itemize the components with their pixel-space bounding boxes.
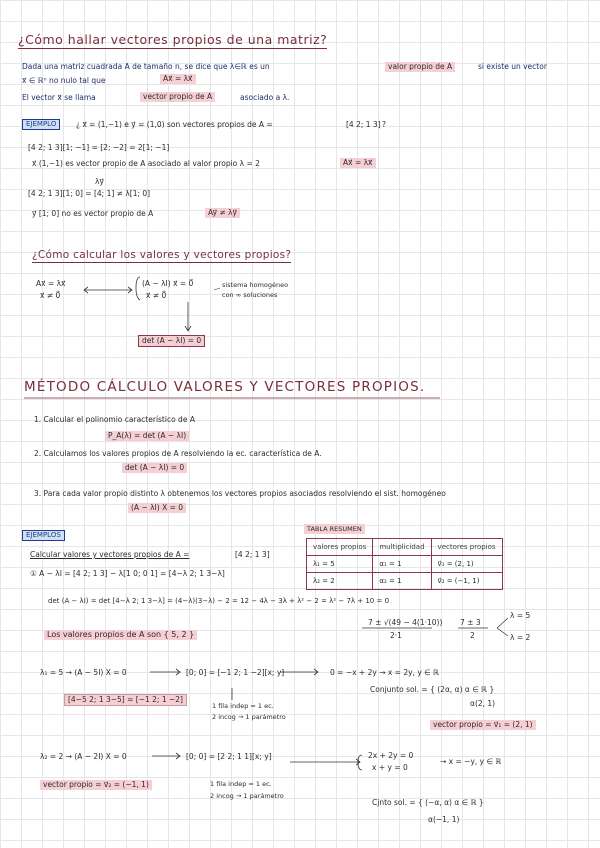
quad-branch-down <box>497 628 508 636</box>
eigenvalues-result: Los valores propios de A son { 5, 2 } <box>44 630 197 640</box>
lambda5-substitution: [4−5 2; 1 3−5] = [−1 2; 1 −2] <box>64 694 187 706</box>
table-header-row <box>307 539 503 556</box>
example-calc-2: [4 2; 1 3][1; 0] = [4; 1] ≠ λ[1; 0] <box>28 189 151 198</box>
example-question-mark: ? <box>382 120 386 129</box>
step-3-equation: (A − λI) X = 0 <box>128 503 186 513</box>
lambda5-note-1: 1 fila indep = 1 ec. <box>212 702 274 710</box>
example-question: ¿ x⃗ = (1,−1) e y⃗ = (1,0) son vectores propios de A = <box>76 120 273 129</box>
table-cell: α₁ = 1 <box>373 556 431 573</box>
summary-table <box>306 538 503 590</box>
table-cell: λ₁ = 5 <box>307 556 373 573</box>
condition-left-1: Ax⃗ = λx⃗ <box>36 279 66 288</box>
table-cell: λ₂ = 2 <box>307 573 373 590</box>
condition-left-2: x⃗ ≠ 0⃗ <box>40 291 61 300</box>
step-1-equation: P_A(λ) = det (A − λI) <box>105 431 189 441</box>
table-header-cell: vectores propios <box>431 539 502 556</box>
table-header-cell: multiplicidad <box>373 539 431 556</box>
definition-equation: Ax⃗ = λx⃗ <box>160 74 196 84</box>
quadratic-denominator-2: 2 <box>470 631 475 640</box>
step-3-text: 3. Para cada valor propio distinto λ obtenemos los vectores propios asociados resolviendo el sist. homogéneo <box>34 489 446 498</box>
definition-text-1: Dada una matriz cuadrada A de tamaño n, se dice que λ∈ℝ es un <box>22 62 270 71</box>
summary-table-caption: TABLA RESUMEN <box>304 524 365 534</box>
examples-step-1: ① A − λI = [4 2; 1 3] − λ[1 0; 0 1] = [4−λ 2; 1 3−λ] <box>30 569 225 578</box>
lambda2-solution: → x = −y, y ∈ ℝ <box>440 757 502 766</box>
lambda2-eigenvector: vector propio = v⃗₂ = (−1, 1) <box>40 780 152 790</box>
definition-text-3: El vector x⃗ se llama <box>22 93 96 102</box>
examples-label: EJEMPLOS <box>22 530 65 541</box>
lambda5-note-2: 2 incog → 1 parámetro <box>212 713 286 721</box>
definition-text-3b: asociado a λ. <box>240 93 290 102</box>
example-matrix: [4 2; 1 3] <box>346 120 381 129</box>
example-calc-2-label: λy⃗ <box>95 177 104 186</box>
lambda2-note-2: 2 incog → 1 parámetro <box>210 792 284 800</box>
step-1-text: 1. Calcular el polinomio característico de A <box>34 415 195 424</box>
quad-branch-up <box>497 618 508 628</box>
step-2-text: 2. Calculamos los valores propios de A resolviendo la ec. característica de A. <box>34 449 322 458</box>
example-conclusion-2: y⃗ [1; 0] no es vector propio de A <box>32 209 154 218</box>
definition-text-2: x⃗ ∈ ℝⁿ no nulo tal que <box>22 76 106 85</box>
lambda5-solution-set: Conjunto sol. = { (2α, α) α ∈ ℝ } <box>370 685 495 694</box>
section-title-eigenvectors: ¿Cómo hallar vectores propios de una matriz? <box>18 32 328 47</box>
lambda2-note-1: 1 fila indep = 1 ec. <box>210 780 272 788</box>
condition-note-2: con ∞ soluciones <box>222 291 278 299</box>
lambda2-solution-set-2: α(−1, 1) <box>428 815 460 824</box>
lambda2-system: λ₂ = 2 → (A − 2I) X = 0 <box>40 752 127 761</box>
example-conclusion-1-eq: Ax⃗ = λx⃗ <box>340 158 376 168</box>
root-lambda-2: λ = 2 <box>510 633 531 642</box>
step-2-equation: det (A − λI) = 0 <box>122 463 187 473</box>
definition-text-1b: si existe un vector <box>478 62 547 71</box>
lambda5-eigenvector: vector propio = v⃗₁ = (2, 1) <box>430 720 536 730</box>
lambda5-solution-set-2: α(2, 1) <box>470 699 496 708</box>
lambda5-matrix-eq: [0; 0] = [−1 2; 1 −2][x; y] <box>186 668 285 677</box>
root-lambda-5: λ = 5 <box>510 611 531 620</box>
table-cell: v⃗₂ = (−1, 1) <box>431 573 502 590</box>
definition-term-eigenvalue: valor propio de A <box>385 62 455 72</box>
note-pointer <box>214 288 220 290</box>
example-calc-1: [4 2; 1 3][1; −1] = [2; −2] = 2[1; −1] <box>28 143 170 152</box>
lambda5-solution: 0 = −x + 2y → x = 2y, y ∈ ℝ <box>330 668 440 677</box>
example-conclusion-1: x⃗ (1,−1) es vector propio de A asociado al valor propio λ = 2 <box>32 159 260 168</box>
table-row <box>307 573 503 590</box>
condition-right-2: x⃗ ≠ 0⃗ <box>146 291 167 300</box>
section-title-how-to-calculate: ¿Cómo calcular los valores y vectores propios? <box>32 249 292 261</box>
examples-intro: Calcular valores y vectores propios de A = <box>30 550 190 559</box>
lambda2-matrix-eq: [0; 0] = [2 2; 1 1][x; y] <box>186 752 272 761</box>
quadratic-numerator-1: 7 ± √(49 − 4(1·10)) <box>368 618 443 627</box>
brace-left <box>136 277 140 300</box>
section-title-method: MÉTODO CÁLCULO VALORES Y VECTORES PROPIOS. <box>24 379 426 395</box>
lambda5-system: λ₁ = 5 → (A − 5I) X = 0 <box>40 668 127 677</box>
example-conclusion-2-eq: Ay⃗ ≠ λy⃗ <box>205 208 240 218</box>
lambda2-solution-set: Cjnto sol. = { (−α, α) α ∈ ℝ } <box>372 798 484 807</box>
example-label: EJEMPLO <box>22 119 60 130</box>
lambda2-eq-2: x + y = 0 <box>372 763 408 772</box>
table-row <box>307 556 503 573</box>
examples-matrix: [4 2; 1 3] <box>235 550 270 559</box>
lambda2-eq-1: 2x + 2y = 0 <box>368 751 414 760</box>
condition-right-1: (A − λI) x⃗ = 0⃗ <box>142 279 194 288</box>
table-cell: α₂ = 1 <box>373 573 431 590</box>
characteristic-equation-box: det (A − λI) = 0 <box>138 335 205 347</box>
l2-brace <box>358 755 362 770</box>
table-header-cell: valores propios <box>307 539 373 556</box>
condition-note-1: sistema homogéneo <box>222 281 289 289</box>
determinant-expansion: det (A − λI) = det [4−λ 2; 1 3−λ] = (4−λ)(3−λ) − 2 = 12 − 4λ − 3λ + λ² − 2 = λ² − 7λ + 10 = 0 <box>48 597 390 605</box>
definition-term-eigenvector: vector propio de A <box>140 92 215 102</box>
table-cell: v⃗₁ = (2, 1) <box>431 556 502 573</box>
quadratic-numerator-2: 7 ± 3 <box>460 618 481 627</box>
quadratic-denominator-1: 2·1 <box>390 631 402 640</box>
